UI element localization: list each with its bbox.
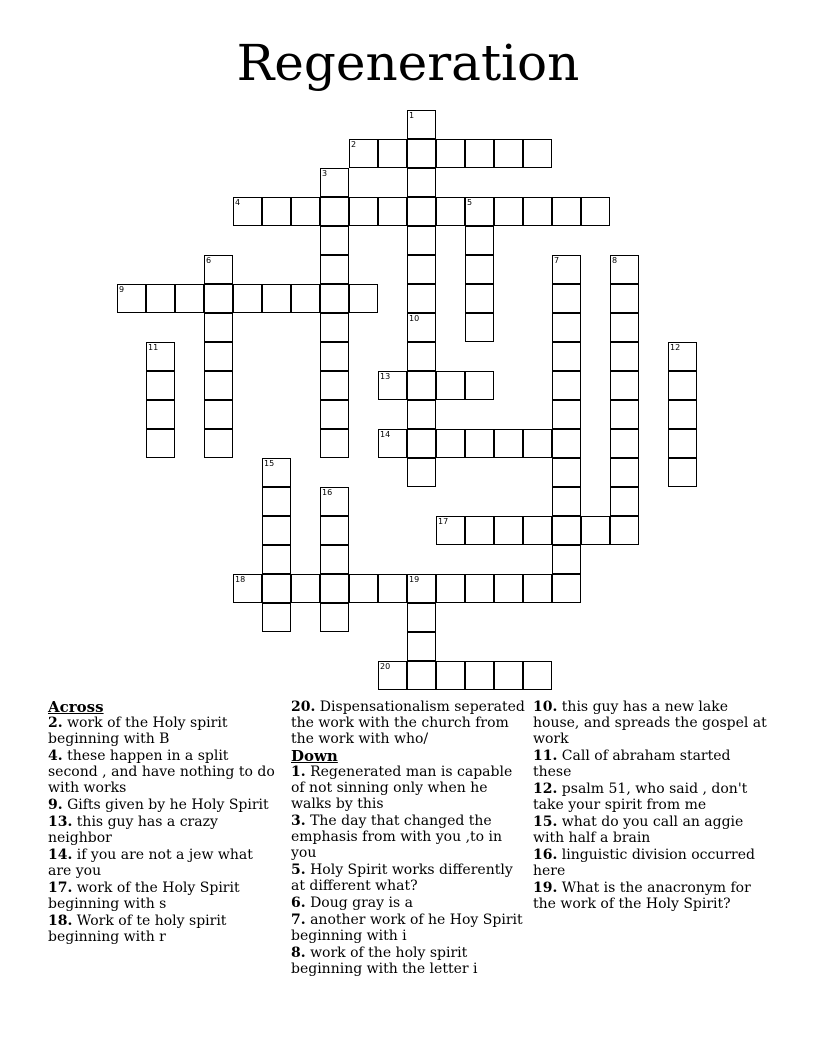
grid-cell[interactable] xyxy=(436,661,465,690)
grid-cell[interactable] xyxy=(320,400,349,429)
grid-cell[interactable] xyxy=(552,313,581,342)
clue-num: 11. xyxy=(533,748,558,764)
clue-number: 20 xyxy=(380,662,391,671)
grid-cell[interactable] xyxy=(349,139,378,168)
grid-cell[interactable] xyxy=(552,458,581,487)
grid-cell[interactable] xyxy=(436,371,465,400)
grid-cell[interactable] xyxy=(407,284,436,313)
grid-cell[interactable] xyxy=(407,110,436,139)
clue-item xyxy=(48,913,280,945)
grid-cell[interactable] xyxy=(610,342,639,371)
grid-cell[interactable] xyxy=(320,313,349,342)
clue-num: 18. xyxy=(48,913,73,929)
grid-cell[interactable] xyxy=(465,429,494,458)
clue-item xyxy=(533,814,769,846)
clue-number: 6 xyxy=(206,256,212,265)
clue-number: 18 xyxy=(235,575,246,584)
grid-cell[interactable] xyxy=(436,139,465,168)
clue-item xyxy=(48,715,280,747)
grid-cell[interactable] xyxy=(349,284,378,313)
grid-cell[interactable] xyxy=(436,197,465,226)
clue-text: Work of te holy spirit beginning with r xyxy=(48,913,227,945)
clue-number: 19 xyxy=(409,575,420,584)
grid-cell[interactable] xyxy=(407,342,436,371)
grid-cell[interactable] xyxy=(146,342,175,371)
down-clue-list-continued xyxy=(533,699,769,912)
grid-cell[interactable] xyxy=(610,487,639,516)
grid-cell[interactable] xyxy=(552,574,581,603)
clue-num: 14. xyxy=(48,847,73,863)
grid-cell[interactable] xyxy=(494,197,523,226)
grid-cell[interactable] xyxy=(407,574,436,603)
grid-cell[interactable] xyxy=(610,429,639,458)
grid-cell[interactable] xyxy=(378,139,407,168)
clue-item xyxy=(48,797,280,813)
grid-cell[interactable] xyxy=(146,371,175,400)
grid-cell[interactable] xyxy=(436,429,465,458)
clue-item xyxy=(48,847,280,879)
clue-item xyxy=(291,895,527,911)
grid-cell[interactable] xyxy=(204,255,233,284)
clue-num: 1. xyxy=(291,764,306,780)
grid-cell[interactable] xyxy=(407,632,436,661)
grid-cell[interactable] xyxy=(233,284,262,313)
grid-cell[interactable] xyxy=(204,284,233,313)
grid-cell[interactable] xyxy=(407,458,436,487)
grid-cell[interactable] xyxy=(175,284,204,313)
grid-cell[interactable] xyxy=(320,487,349,516)
clue-num: 7. xyxy=(291,912,306,928)
grid-cell[interactable] xyxy=(407,313,436,342)
grid-cell[interactable] xyxy=(407,226,436,255)
grid-cell[interactable] xyxy=(494,574,523,603)
clue-number: 3 xyxy=(322,169,328,178)
grid-cell[interactable] xyxy=(465,313,494,342)
grid-cell[interactable] xyxy=(117,284,146,313)
grid-cell[interactable] xyxy=(262,603,291,632)
clue-num: 17. xyxy=(48,880,73,896)
grid-cell[interactable] xyxy=(436,516,465,545)
grid-cell[interactable] xyxy=(146,429,175,458)
clue-num: 3. xyxy=(291,813,306,829)
grid-cell[interactable] xyxy=(465,371,494,400)
grid-cell[interactable] xyxy=(262,545,291,574)
down-clue-list xyxy=(291,764,527,977)
clue-item xyxy=(48,814,280,846)
clue-num: 16. xyxy=(533,847,558,863)
clue-num: 5. xyxy=(291,862,306,878)
grid-cell[interactable] xyxy=(668,458,697,487)
grid-cell[interactable] xyxy=(523,197,552,226)
grid-cell[interactable] xyxy=(204,429,233,458)
grid-cell[interactable] xyxy=(552,545,581,574)
grid-cell[interactable] xyxy=(552,284,581,313)
grid-cell[interactable] xyxy=(523,574,552,603)
grid-cell[interactable] xyxy=(610,284,639,313)
clue-number: 8 xyxy=(612,256,618,265)
clue-item xyxy=(291,945,527,977)
puzzle-title: Regeneration xyxy=(236,34,580,92)
clue-text: these happen in a split second , and have nothing to do with works xyxy=(48,748,275,796)
clue-text: psalm 51, who said , don't take your spirit from me xyxy=(533,781,748,813)
grid-cell[interactable] xyxy=(523,516,552,545)
clue-number: 10 xyxy=(409,314,420,323)
clue-text: Dispensationalism seperated the work with the church from the work with who/ xyxy=(291,699,525,747)
clue-number: 17 xyxy=(438,517,449,526)
grid-cell[interactable] xyxy=(407,661,436,690)
grid-cell[interactable] xyxy=(494,429,523,458)
grid-cell[interactable] xyxy=(291,197,320,226)
grid-cell[interactable] xyxy=(349,574,378,603)
grid-cell[interactable] xyxy=(378,661,407,690)
grid-cell[interactable] xyxy=(320,197,349,226)
grid-cell[interactable] xyxy=(378,429,407,458)
clue-item xyxy=(48,748,280,796)
grid-cell[interactable] xyxy=(465,661,494,690)
clue-number: 1 xyxy=(409,111,415,120)
clue-item xyxy=(533,847,769,879)
down-heading: Down xyxy=(291,747,338,765)
clue-item xyxy=(533,699,769,747)
grid-cell[interactable] xyxy=(552,371,581,400)
grid-cell[interactable] xyxy=(494,661,523,690)
clue-text: if you are not a jew what are you xyxy=(48,847,253,879)
clue-item xyxy=(291,912,527,944)
grid-cell[interactable] xyxy=(523,661,552,690)
clue-number: 14 xyxy=(380,430,391,439)
clue-item xyxy=(291,813,527,861)
grid-cell[interactable] xyxy=(291,284,320,313)
grid-cell[interactable] xyxy=(204,342,233,371)
clue-num: 20. xyxy=(291,699,316,715)
clue-num: 12. xyxy=(533,781,558,797)
clue-text: what do you call an aggie with half a brain xyxy=(533,814,744,846)
grid-cell[interactable] xyxy=(233,197,262,226)
clue-num: 9. xyxy=(48,797,63,813)
grid-cell[interactable] xyxy=(407,168,436,197)
grid-cell[interactable] xyxy=(262,574,291,603)
grid-cell[interactable] xyxy=(320,284,349,313)
grid-cell[interactable] xyxy=(204,313,233,342)
grid-cell[interactable] xyxy=(378,197,407,226)
clue-text: Call of abraham started these xyxy=(533,748,731,780)
clue-num: 13. xyxy=(48,814,73,830)
clue-number: 2 xyxy=(351,140,357,149)
clue-text: Holy Spirit works differently at different what? xyxy=(291,862,513,894)
grid-cell[interactable] xyxy=(204,371,233,400)
grid-cell[interactable] xyxy=(320,255,349,284)
clues-column-1 xyxy=(48,699,280,946)
grid-cell[interactable] xyxy=(262,487,291,516)
grid-cell[interactable] xyxy=(320,516,349,545)
clue-text: The day that changed the emphasis from with you ,to in you xyxy=(291,813,503,861)
grid-cell[interactable] xyxy=(610,458,639,487)
grid-cell[interactable] xyxy=(146,284,175,313)
grid-cell[interactable] xyxy=(523,139,552,168)
clue-number: 16 xyxy=(322,488,333,497)
grid-cell[interactable] xyxy=(494,139,523,168)
across-heading: Across xyxy=(48,698,104,716)
grid-cell[interactable] xyxy=(320,342,349,371)
grid-cell[interactable] xyxy=(494,516,523,545)
grid-cell[interactable] xyxy=(552,516,581,545)
clue-item xyxy=(533,781,769,813)
grid-cell[interactable] xyxy=(262,458,291,487)
grid-cell[interactable] xyxy=(204,400,233,429)
clues-column-3 xyxy=(533,699,769,913)
grid-cell[interactable] xyxy=(552,255,581,284)
clue-number: 12 xyxy=(670,343,681,352)
clue-number: 4 xyxy=(235,198,241,207)
grid-cell[interactable] xyxy=(407,255,436,284)
grid-cell[interactable] xyxy=(465,226,494,255)
grid-cell[interactable] xyxy=(262,284,291,313)
clues-column-2 xyxy=(291,699,527,978)
grid-cell[interactable] xyxy=(407,197,436,226)
grid-cell[interactable] xyxy=(320,371,349,400)
grid-cell[interactable] xyxy=(610,516,639,545)
across-clue-list-continued xyxy=(291,699,527,747)
grid-cell[interactable] xyxy=(407,429,436,458)
grid-cell[interactable] xyxy=(320,603,349,632)
grid-cell[interactable] xyxy=(552,400,581,429)
grid-cell[interactable] xyxy=(291,574,320,603)
clue-text: another work of he Hoy Spirit beginning with i xyxy=(291,912,523,944)
grid-cell[interactable] xyxy=(349,197,378,226)
clue-text: Regenerated man is capable of not sinning only when he walks by this xyxy=(291,764,513,812)
grid-cell[interactable] xyxy=(465,255,494,284)
grid-cell[interactable] xyxy=(233,574,262,603)
clue-text: this guy has a new lake house, and spreads the gospel at work xyxy=(533,699,767,747)
grid-cell[interactable] xyxy=(610,313,639,342)
grid-cell[interactable] xyxy=(262,516,291,545)
clue-item xyxy=(533,748,769,780)
grid-cell[interactable] xyxy=(407,139,436,168)
grid-cell[interactable] xyxy=(552,342,581,371)
clue-number: 11 xyxy=(148,343,159,352)
clue-num: 4. xyxy=(48,748,63,764)
grid-cell[interactable] xyxy=(668,342,697,371)
grid-cell[interactable] xyxy=(581,516,610,545)
grid-cell[interactable] xyxy=(668,371,697,400)
clue-number: 9 xyxy=(119,285,125,294)
clue-number: 5 xyxy=(467,198,473,207)
grid-cell[interactable] xyxy=(552,487,581,516)
clue-num: 6. xyxy=(291,895,306,911)
clue-number: 7 xyxy=(554,256,560,265)
across-clue-list xyxy=(48,715,280,945)
grid-cell[interactable] xyxy=(610,255,639,284)
clue-text: work of the holy spirit beginning with the letter i xyxy=(291,945,478,977)
clue-num: 8. xyxy=(291,945,306,961)
clue-num: 2. xyxy=(48,715,63,731)
grid-cell[interactable] xyxy=(407,371,436,400)
grid-cell[interactable] xyxy=(465,516,494,545)
clue-num: 19. xyxy=(533,880,558,896)
grid-cell[interactable] xyxy=(407,603,436,632)
grid-cell[interactable] xyxy=(668,429,697,458)
grid-cell[interactable] xyxy=(552,429,581,458)
clue-text: work of the Holy Spirit beginning with s xyxy=(48,880,240,912)
clue-text: work of the Holy spirit beginning with B xyxy=(48,715,228,747)
clue-item xyxy=(533,880,769,912)
clue-item xyxy=(291,862,527,894)
clue-text: Gifts given by he Holy Spirit xyxy=(62,797,269,813)
grid-cell[interactable] xyxy=(262,197,291,226)
grid-cell[interactable] xyxy=(465,284,494,313)
grid-cell[interactable] xyxy=(320,545,349,574)
clue-number: 15 xyxy=(264,459,275,468)
grid-cell[interactable] xyxy=(146,400,175,429)
grid-cell[interactable] xyxy=(320,168,349,197)
grid-cell[interactable] xyxy=(552,197,581,226)
clue-num: 10. xyxy=(533,699,558,715)
clue-item xyxy=(291,764,527,812)
grid-cell[interactable] xyxy=(436,574,465,603)
clue-text: What is the anacronym for the work of the Holy Spirit? xyxy=(533,880,751,912)
grid-cell[interactable] xyxy=(581,197,610,226)
grid-cell[interactable] xyxy=(465,197,494,226)
grid-cell[interactable] xyxy=(320,574,349,603)
clue-item xyxy=(291,699,527,747)
clue-text: linguistic division occurred here xyxy=(533,847,755,879)
grid-cell[interactable] xyxy=(668,400,697,429)
grid-cell[interactable] xyxy=(378,371,407,400)
clue-item xyxy=(48,880,280,912)
clue-number: 13 xyxy=(380,372,391,381)
grid-cell[interactable] xyxy=(465,574,494,603)
clue-text: Doug gray is a xyxy=(305,895,413,911)
grid-cell[interactable] xyxy=(378,574,407,603)
grid-cell[interactable] xyxy=(610,400,639,429)
grid-cell[interactable] xyxy=(523,429,552,458)
grid-cell[interactable] xyxy=(610,371,639,400)
grid-cell[interactable] xyxy=(465,139,494,168)
clue-num: 15. xyxy=(533,814,558,830)
grid-cell[interactable] xyxy=(407,400,436,429)
grid-cell[interactable] xyxy=(320,429,349,458)
clue-text: this guy has a crazy neighbor xyxy=(48,814,218,846)
grid-cell[interactable] xyxy=(320,226,349,255)
